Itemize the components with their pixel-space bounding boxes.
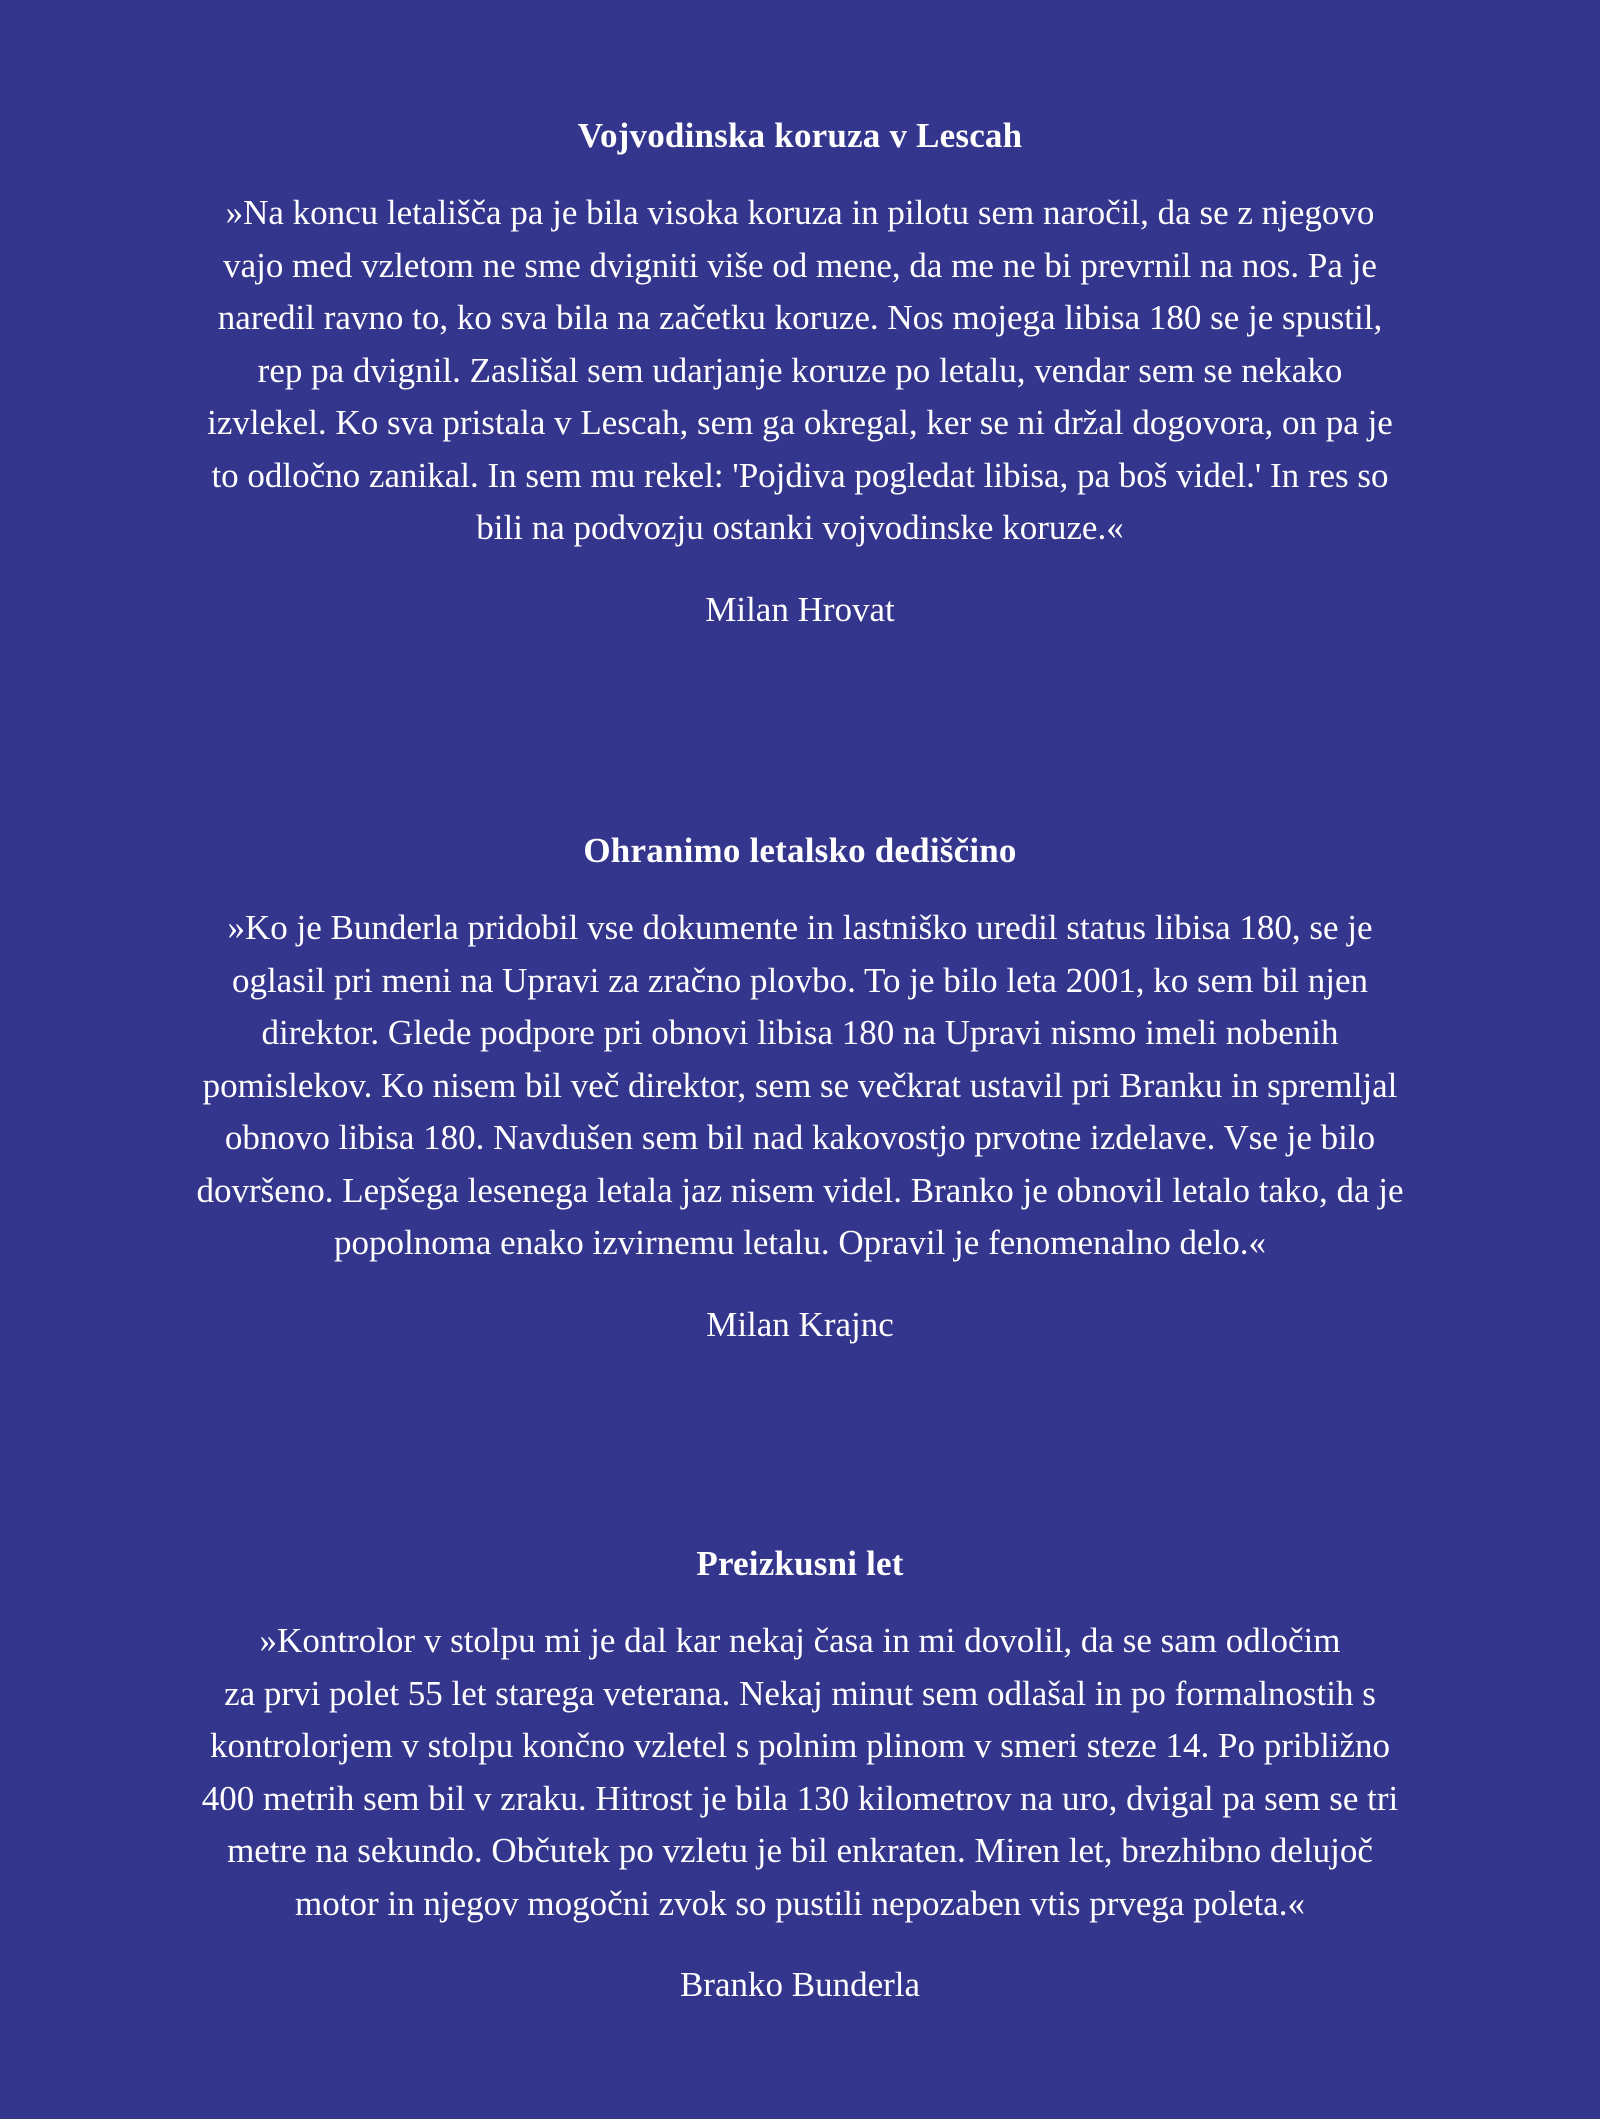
section-title: Vojvodinska koruza v Lescah [577, 116, 1023, 155]
quote-line: za prvi polet 55 let starega veterana. Nekaj minut sem odlašal in po formalnostih s [224, 1673, 1376, 1713]
quote-line: »Ko je Bunderla pridobil vse dokumente in lastniško uredil status libisa 180, se je [227, 908, 1373, 947]
quote-line: metre na sekundo. Občutek po vzletu je bil enkraten. Miren let, brezhibno delujoč [227, 1831, 1373, 1870]
quote-line: bili na podvozju ostanki vojvodinske koruze.« [476, 508, 1124, 547]
quote-line: direktor. Glede podpore pri obnovi libisa 180 na Upravi nismo imeli nobenih [261, 1013, 1339, 1052]
quote-line: vajo med vzletom ne sme dvigniti više od mene, da me ne bi prevrnil na nos. Pa je [223, 245, 1377, 285]
section-title: Ohranimo letalsko dediščino [583, 831, 1017, 870]
quote-line: pomislekov. Ko nisem bil več direktor, sem se večkrat ustavil pri Branku in spremljal [202, 1065, 1398, 1105]
quote-line: rep pa dvignil. Zaslišal sem udarjanje koruze po letalu, vendar sem se nekako [257, 350, 1343, 390]
quote-line: kontrolorjem v stolpu končno vzletel s polnim plinom v smeri steze 14. Po približno [209, 1726, 1391, 1765]
quote-line: naredil ravno to, ko sva bila na začetku koruze. Nos mojega libisa 180 se je spustil, [217, 298, 1383, 337]
quote-line: popolnoma enako izvirnemu letalu. Opravil je fenomenalno delo.« [333, 1223, 1267, 1262]
quote-author: Milan Krajnc [706, 1304, 894, 1344]
quote-text [110, 1615, 1490, 1930]
testimonial-section-3 [110, 1543, 1490, 2006]
quote-author: Milan Hrovat [705, 589, 895, 629]
quote-line: »Na koncu letališča pa je bila visoka koruza in pilotu sem naročil, da se z njegovo [225, 193, 1375, 232]
quote-line: 400 metrih sem bil v zraku. Hitrost je bila 130 kilometrov na uro, dvigal pa sem se tri [201, 1778, 1399, 1818]
quote-line: »Kontrolor v stolpu mi je dal kar nekaj časa in mi dovolil, da se sam odločim [259, 1621, 1341, 1660]
quote-line: to odločno zanikal. In sem mu rekel: 'Pojdiva pogledat libisa, pa boš videl.' In res so [211, 455, 1389, 495]
testimonial-section-2 [110, 830, 1490, 1346]
quote-line: izvlekel. Ko sva pristala v Lescah, sem ga okregal, ker se ni držal dogovora, on pa je [207, 403, 1393, 442]
quote-line: obnovo libisa 180. Navdušen sem bil nad kakovostjo prvotne izdelave. Vse je bilo [224, 1118, 1376, 1157]
testimonial-section-1 [110, 115, 1490, 631]
quote-text [110, 187, 1490, 555]
quote-author: Branko Bunderla [679, 1965, 921, 2004]
quote-line: motor in njegov mogočni zvok so pustili nepozaben vtis prvega poleta.« [295, 1883, 1305, 1923]
quote-line: oglasil pri meni na Upravi za zračno plovbo. To je bilo leta 2001, ko sem bil njen [231, 960, 1369, 1000]
quote-text [110, 902, 1490, 1270]
section-title: Preizkusni let [696, 1544, 904, 1583]
quote-line: dovršeno. Lepšega lesenega letala jaz nisem videl. Branko je obnovil letalo tako, da je [196, 1170, 1404, 1210]
